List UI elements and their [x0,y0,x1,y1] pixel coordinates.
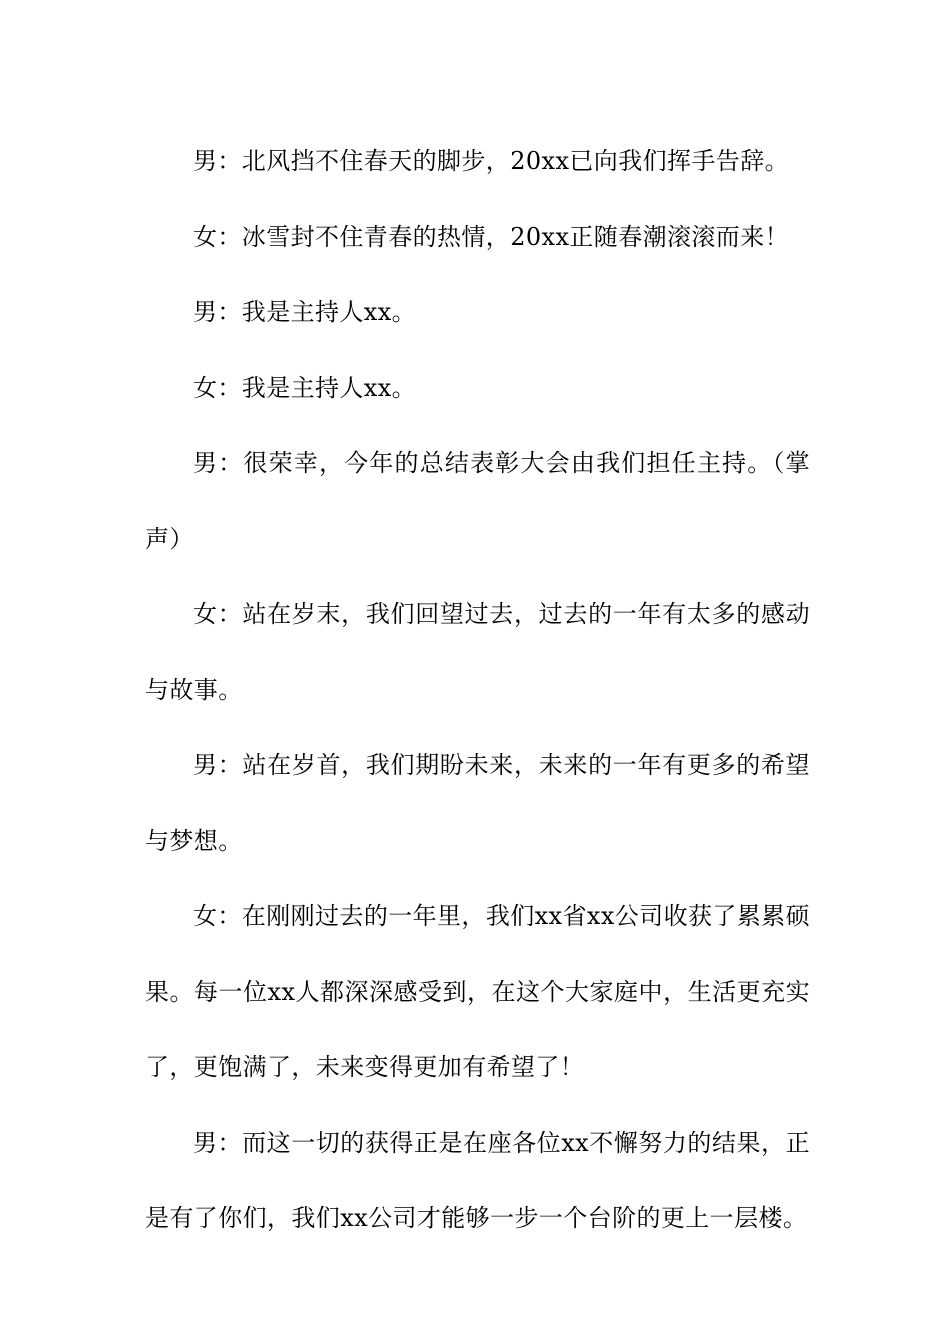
paragraph: 男：我是主持人xx。 [193,298,417,326]
document-body [145,124,810,1257]
paragraph: 男：北风挡不住春天的脚步，20xx已向我们挥手告辞。 [193,147,790,175]
paragraph: 女：站在岁末，我们回望过去，过去的一年有太多的感动与故事。 [145,600,810,704]
paragraph: 女：冰雪封不住青春的热情，20xx正随春潮滚滚而来！ [193,222,790,251]
paragraph: 男：很荣幸，今年的总结表彰大会由我们担任主持。（掌声） [145,449,810,553]
paragraph: 女：在刚刚过去的一年里，我们xx省xx公司收获了累累硕果。每一位xx人都深深感受到，在这个大家庭中，生活更充实了，更饱满了，未来变得更加有希望了！ [145,902,810,1081]
paragraph: 男：而这一切的获得正是在座各位xx不懈努力的结果，正是有了你们，我们xx公司才能够一步一个台阶的更上一层楼。 [145,1128,810,1232]
paragraph: 男：站在岁首，我们期盼未来，未来的一年有更多的希望与梦想。 [145,751,810,855]
paragraph: 女：我是主持人xx。 [193,373,417,402]
